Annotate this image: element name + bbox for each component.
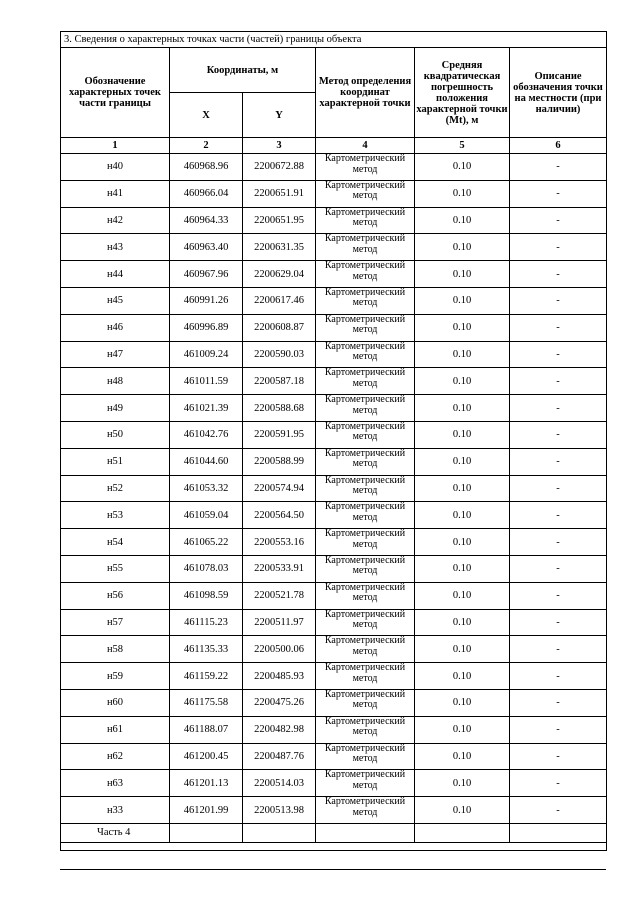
y-coordinate-cell: 2200591.95 <box>243 421 316 448</box>
description-cell: - <box>510 314 607 341</box>
method-cell: Картометрический метод <box>316 743 415 770</box>
description-cell: - <box>510 395 607 422</box>
x-coordinate-cell: 460966.04 <box>170 180 243 207</box>
table-row <box>61 261 607 288</box>
error-cell: 0.10 <box>415 743 510 770</box>
footer-divider <box>60 869 606 870</box>
table-row <box>61 341 607 368</box>
y-coordinate-cell: 2200533.91 <box>243 555 316 582</box>
y-coordinate-cell: 2200511.97 <box>243 609 316 636</box>
point-cell: н58 <box>61 636 170 663</box>
x-coordinate-cell: 461201.99 <box>170 797 243 824</box>
x-coordinate-cell: 461044.60 <box>170 448 243 475</box>
part-row <box>61 823 607 842</box>
y-coordinate-cell: 2200588.99 <box>243 448 316 475</box>
column-number: 4 <box>316 138 415 154</box>
y-coordinate-cell: 2200514.03 <box>243 770 316 797</box>
description-cell: - <box>510 234 607 261</box>
y-coordinate-cell: 2200631.35 <box>243 234 316 261</box>
empty-cell <box>61 842 607 850</box>
description-cell: - <box>510 261 607 288</box>
method-cell: Картометрический метод <box>316 609 415 636</box>
point-cell: н60 <box>61 689 170 716</box>
error-cell: 0.10 <box>415 797 510 824</box>
method-cell: Картометрический метод <box>316 448 415 475</box>
error-cell: 0.10 <box>415 502 510 529</box>
point-cell: н46 <box>61 314 170 341</box>
empty-cell <box>510 823 607 842</box>
y-coordinate-cell: 2200608.87 <box>243 314 316 341</box>
table-row <box>61 314 607 341</box>
method-cell: Картометрический метод <box>316 421 415 448</box>
part-label: Часть 4 <box>61 823 170 842</box>
description-cell: - <box>510 180 607 207</box>
error-cell: 0.10 <box>415 475 510 502</box>
point-cell: н43 <box>61 234 170 261</box>
point-cell: н54 <box>61 529 170 556</box>
y-coordinate-cell: 2200482.98 <box>243 716 316 743</box>
description-cell: - <box>510 689 607 716</box>
method-cell: Картометрический метод <box>316 475 415 502</box>
method-cell: Картометрический метод <box>316 636 415 663</box>
error-cell: 0.10 <box>415 368 510 395</box>
empty-cell <box>316 823 415 842</box>
x-coordinate-cell: 461021.39 <box>170 395 243 422</box>
x-coordinate-cell: 461201.13 <box>170 770 243 797</box>
y-coordinate-cell: 2200487.76 <box>243 743 316 770</box>
y-coordinate-cell: 2200587.18 <box>243 368 316 395</box>
method-cell: Картометрический метод <box>316 663 415 690</box>
x-coordinate-cell: 461065.22 <box>170 529 243 556</box>
point-cell: н51 <box>61 448 170 475</box>
description-cell: - <box>510 448 607 475</box>
x-coordinate-cell: 461175.58 <box>170 689 243 716</box>
description-cell: - <box>510 770 607 797</box>
point-cell: н33 <box>61 797 170 824</box>
point-cell: н56 <box>61 582 170 609</box>
point-cell: н55 <box>61 555 170 582</box>
point-cell: н61 <box>61 716 170 743</box>
method-cell: Картометрический метод <box>316 395 415 422</box>
point-cell: н52 <box>61 475 170 502</box>
column-number: 5 <box>415 138 510 154</box>
error-cell: 0.10 <box>415 555 510 582</box>
description-cell: - <box>510 716 607 743</box>
description-cell: - <box>510 207 607 234</box>
error-cell: 0.10 <box>415 529 510 556</box>
point-cell: н44 <box>61 261 170 288</box>
table-row <box>61 689 607 716</box>
method-cell: Картометрический метод <box>316 555 415 582</box>
table-body <box>61 154 607 824</box>
header-error: Средняя квадратическая погрешность положения характерной точки (Mt), м <box>415 48 510 138</box>
empty-cell <box>243 823 316 842</box>
description-cell: - <box>510 663 607 690</box>
description-cell: - <box>510 797 607 824</box>
description-cell: - <box>510 368 607 395</box>
description-cell: - <box>510 287 607 314</box>
table-row <box>61 529 607 556</box>
header-y: Y <box>243 93 316 138</box>
y-coordinate-cell: 2200574.94 <box>243 475 316 502</box>
y-coordinate-cell: 2200588.68 <box>243 395 316 422</box>
error-cell: 0.10 <box>415 395 510 422</box>
error-cell: 0.10 <box>415 341 510 368</box>
empty-row <box>61 842 607 850</box>
x-coordinate-cell: 461115.23 <box>170 609 243 636</box>
error-cell: 0.10 <box>415 261 510 288</box>
empty-cell <box>415 823 510 842</box>
x-coordinate-cell: 461135.33 <box>170 636 243 663</box>
header-description: Описание обозначения точки на местности (при наличии) <box>510 48 607 138</box>
boundary-points-table <box>60 31 607 851</box>
table-row <box>61 582 607 609</box>
point-cell: н40 <box>61 154 170 181</box>
point-cell: н49 <box>61 395 170 422</box>
description-cell: - <box>510 636 607 663</box>
x-coordinate-cell: 460968.96 <box>170 154 243 181</box>
y-coordinate-cell: 2200672.88 <box>243 154 316 181</box>
method-cell: Картометрический метод <box>316 180 415 207</box>
description-cell: - <box>510 475 607 502</box>
y-coordinate-cell: 2200521.78 <box>243 582 316 609</box>
description-cell: - <box>510 502 607 529</box>
description-cell: - <box>510 341 607 368</box>
error-cell: 0.10 <box>415 180 510 207</box>
method-cell: Картометрический метод <box>316 261 415 288</box>
x-coordinate-cell: 461078.03 <box>170 555 243 582</box>
y-coordinate-cell: 2200564.50 <box>243 502 316 529</box>
description-cell: - <box>510 555 607 582</box>
x-coordinate-cell: 461200.45 <box>170 743 243 770</box>
method-cell: Картометрический метод <box>316 529 415 556</box>
method-cell: Картометрический метод <box>316 797 415 824</box>
point-cell: н59 <box>61 663 170 690</box>
method-cell: Картометрический метод <box>316 689 415 716</box>
error-cell: 0.10 <box>415 770 510 797</box>
table-caption: 3. Сведения о характерных точках части (частей) границы объекта <box>61 32 607 48</box>
table-row <box>61 234 607 261</box>
table-row <box>61 368 607 395</box>
method-cell: Картометрический метод <box>316 314 415 341</box>
x-coordinate-cell: 461059.04 <box>170 502 243 529</box>
error-cell: 0.10 <box>415 448 510 475</box>
header-designation: Обозначение характерных точек части границы <box>61 48 170 138</box>
x-coordinate-cell: 461188.07 <box>170 716 243 743</box>
method-cell: Картометрический метод <box>316 341 415 368</box>
x-coordinate-cell: 460996.89 <box>170 314 243 341</box>
table-row <box>61 287 607 314</box>
x-coordinate-cell: 460991.26 <box>170 287 243 314</box>
error-cell: 0.10 <box>415 689 510 716</box>
method-cell: Картометрический метод <box>316 716 415 743</box>
point-cell: н62 <box>61 743 170 770</box>
table-row <box>61 663 607 690</box>
table-row <box>61 636 607 663</box>
point-cell: н42 <box>61 207 170 234</box>
x-coordinate-cell: 461011.59 <box>170 368 243 395</box>
x-coordinate-cell: 461053.32 <box>170 475 243 502</box>
table-row <box>61 555 607 582</box>
table-row <box>61 448 607 475</box>
point-cell: н41 <box>61 180 170 207</box>
error-cell: 0.10 <box>415 636 510 663</box>
header-coordinates: Координаты, м <box>170 48 316 93</box>
x-coordinate-cell: 460967.96 <box>170 261 243 288</box>
table-row <box>61 743 607 770</box>
x-coordinate-cell: 460964.33 <box>170 207 243 234</box>
description-cell: - <box>510 421 607 448</box>
x-coordinate-cell: 461098.59 <box>170 582 243 609</box>
header-method: Метод определения координат характерной точки <box>316 48 415 138</box>
header-x: X <box>170 93 243 138</box>
x-coordinate-cell: 461009.24 <box>170 341 243 368</box>
method-cell: Картометрический метод <box>316 234 415 261</box>
empty-cell <box>170 823 243 842</box>
x-coordinate-cell: 460963.40 <box>170 234 243 261</box>
method-cell: Картометрический метод <box>316 770 415 797</box>
y-coordinate-cell: 2200513.98 <box>243 797 316 824</box>
x-coordinate-cell: 461159.22 <box>170 663 243 690</box>
point-cell: н45 <box>61 287 170 314</box>
method-cell: Картометрический метод <box>316 368 415 395</box>
description-cell: - <box>510 609 607 636</box>
column-number: 6 <box>510 138 607 154</box>
table-row <box>61 207 607 234</box>
error-cell: 0.10 <box>415 609 510 636</box>
y-coordinate-cell: 2200617.46 <box>243 287 316 314</box>
table-row <box>61 502 607 529</box>
column-number: 2 <box>170 138 243 154</box>
point-cell: н53 <box>61 502 170 529</box>
table-row <box>61 609 607 636</box>
point-cell: н63 <box>61 770 170 797</box>
error-cell: 0.10 <box>415 314 510 341</box>
method-cell: Картометрический метод <box>316 287 415 314</box>
point-cell: н57 <box>61 609 170 636</box>
table-row <box>61 395 607 422</box>
y-coordinate-cell: 2200475.26 <box>243 689 316 716</box>
error-cell: 0.10 <box>415 663 510 690</box>
y-coordinate-cell: 2200651.91 <box>243 180 316 207</box>
error-cell: 0.10 <box>415 421 510 448</box>
description-cell: - <box>510 529 607 556</box>
table-row <box>61 180 607 207</box>
method-cell: Картометрический метод <box>316 207 415 234</box>
method-cell: Картометрический метод <box>316 582 415 609</box>
description-cell: - <box>510 154 607 181</box>
y-coordinate-cell: 2200553.16 <box>243 529 316 556</box>
error-cell: 0.10 <box>415 582 510 609</box>
point-cell: н48 <box>61 368 170 395</box>
y-coordinate-cell: 2200500.06 <box>243 636 316 663</box>
error-cell: 0.10 <box>415 234 510 261</box>
y-coordinate-cell: 2200590.03 <box>243 341 316 368</box>
description-cell: - <box>510 743 607 770</box>
y-coordinate-cell: 2200485.93 <box>243 663 316 690</box>
x-coordinate-cell: 461042.76 <box>170 421 243 448</box>
y-coordinate-cell: 2200629.04 <box>243 261 316 288</box>
error-cell: 0.10 <box>415 716 510 743</box>
column-number: 3 <box>243 138 316 154</box>
table-row <box>61 716 607 743</box>
y-coordinate-cell: 2200651.95 <box>243 207 316 234</box>
point-cell: н47 <box>61 341 170 368</box>
error-cell: 0.10 <box>415 287 510 314</box>
boundary-points-sheet <box>60 31 606 851</box>
error-cell: 0.10 <box>415 207 510 234</box>
description-cell: - <box>510 582 607 609</box>
error-cell: 0.10 <box>415 154 510 181</box>
table-row <box>61 797 607 824</box>
table-row <box>61 475 607 502</box>
method-cell: Картометрический метод <box>316 502 415 529</box>
table-row <box>61 154 607 181</box>
table-row <box>61 770 607 797</box>
method-cell: Картометрический метод <box>316 154 415 181</box>
table-row <box>61 421 607 448</box>
column-number: 1 <box>61 138 170 154</box>
point-cell: н50 <box>61 421 170 448</box>
